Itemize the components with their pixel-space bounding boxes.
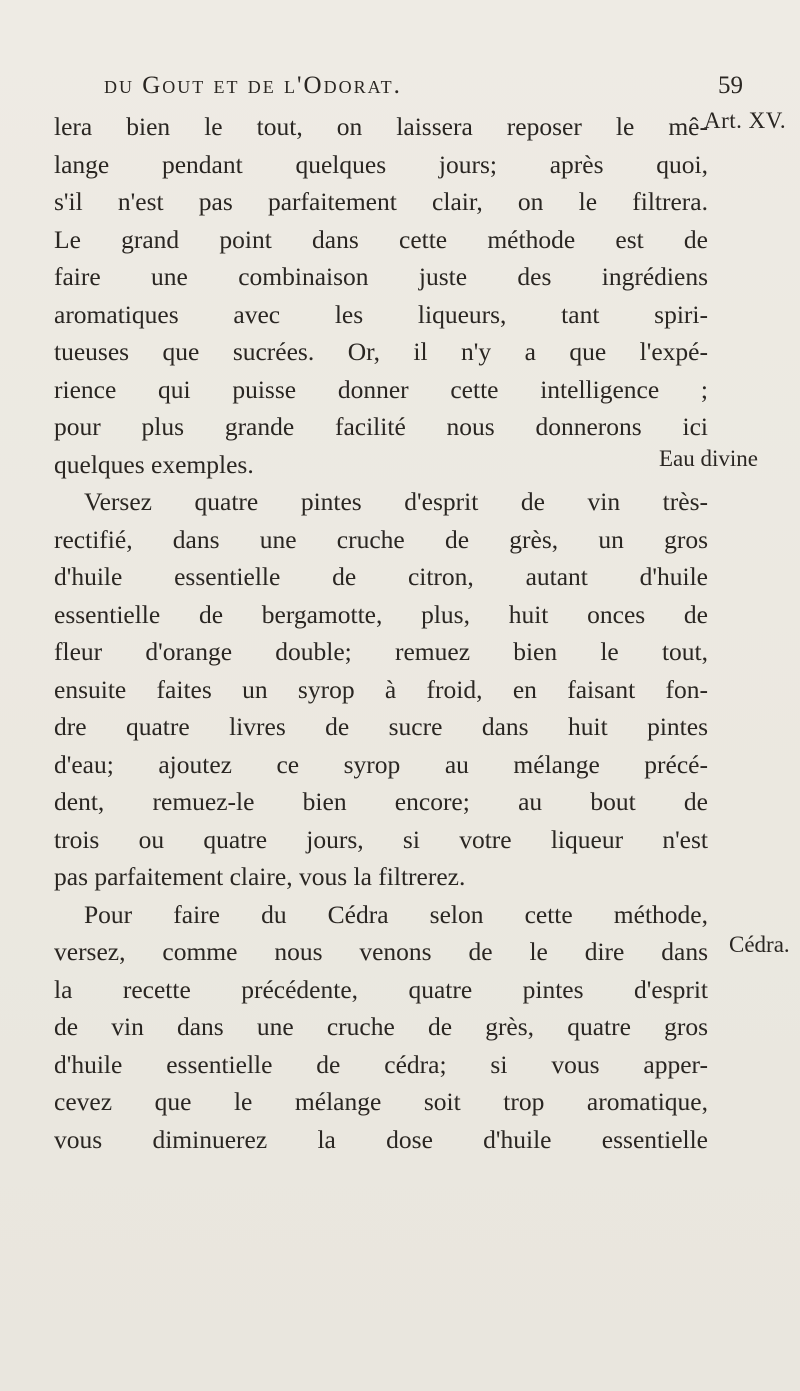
text-line: Versez quatre pintes d'esprit de vin très- [84,487,708,516]
text-line: la recette précédente, quatre pintes d'esprit [54,974,708,1004]
text-line: rectifié, dans une cruche de grès, un gros [54,524,708,554]
text-line: d'huile essentielle de cédra; si vous apper- [54,1049,708,1079]
text-line: de vin dans une cruche de grès, quatre gros [54,1012,708,1041]
running-title: du Gout et de l'Odorat. [104,72,402,99]
text-line: cevez que le mélange soit trop aromatique, [54,1087,708,1116]
text-line: versez, comme nous venons de le dire dans [54,937,708,966]
text-line: d'huile essentielle de citron, autant d'huile [54,562,708,591]
text-line: pas parfaitement claire, vous la filtrerez. [54,862,466,891]
text-line: ensuite faites un syrop à froid, en faisant fon- [54,674,708,704]
text-line: Pour faire du Cédra selon cette méthode, [84,899,708,929]
text-line: trois ou quatre jours, si votre liqueur n'est [54,824,708,854]
text-line: lera bien le tout, on laissera reposer le mê- [54,112,708,141]
text-line: fleur d'orange double; remuez bien le tout, [54,637,708,666]
text-line: Le grand point dans cette méthode est de [54,224,708,254]
text-line: s'il n'est pas parfaitement clair, on le filtrera. [54,187,708,216]
margin-note-article: Art. XV. [704,108,787,133]
text-line: dent, remuez-le bien encore; au bout de [54,787,708,816]
text-line: faire une combinaison juste des ingrédiens [54,262,708,291]
text-line: pour plus grande facilité nous donnerons ici [54,412,708,441]
text-line: tueuses que sucrées. Or, il n'y a que l'expé- [54,337,708,366]
text-line: quelques exemples. [54,449,254,479]
text-line: d'eau; ajoutez ce syrop au mélange précé- [54,749,708,779]
margin-note-cedra: Cédra. [729,932,790,957]
page-number: 59 [718,72,743,99]
margin-note-eau-divine: Eau divine [659,446,758,471]
text-line: lange pendant quelques jours; après quoi, [54,149,708,179]
text-line: rience qui puisse donner cette intelligence ; [54,374,708,404]
text-line: essentielle de bergamotte, plus, huit onces de [54,599,708,629]
body-text [54,108,708,1158]
text-line: vous diminuerez la dose d'huile essentielle [54,1124,708,1154]
text-line: aromatiques avec les liqueurs, tant spiri- [54,299,708,329]
text-line: dre quatre livres de sucre dans huit pintes [54,712,708,741]
